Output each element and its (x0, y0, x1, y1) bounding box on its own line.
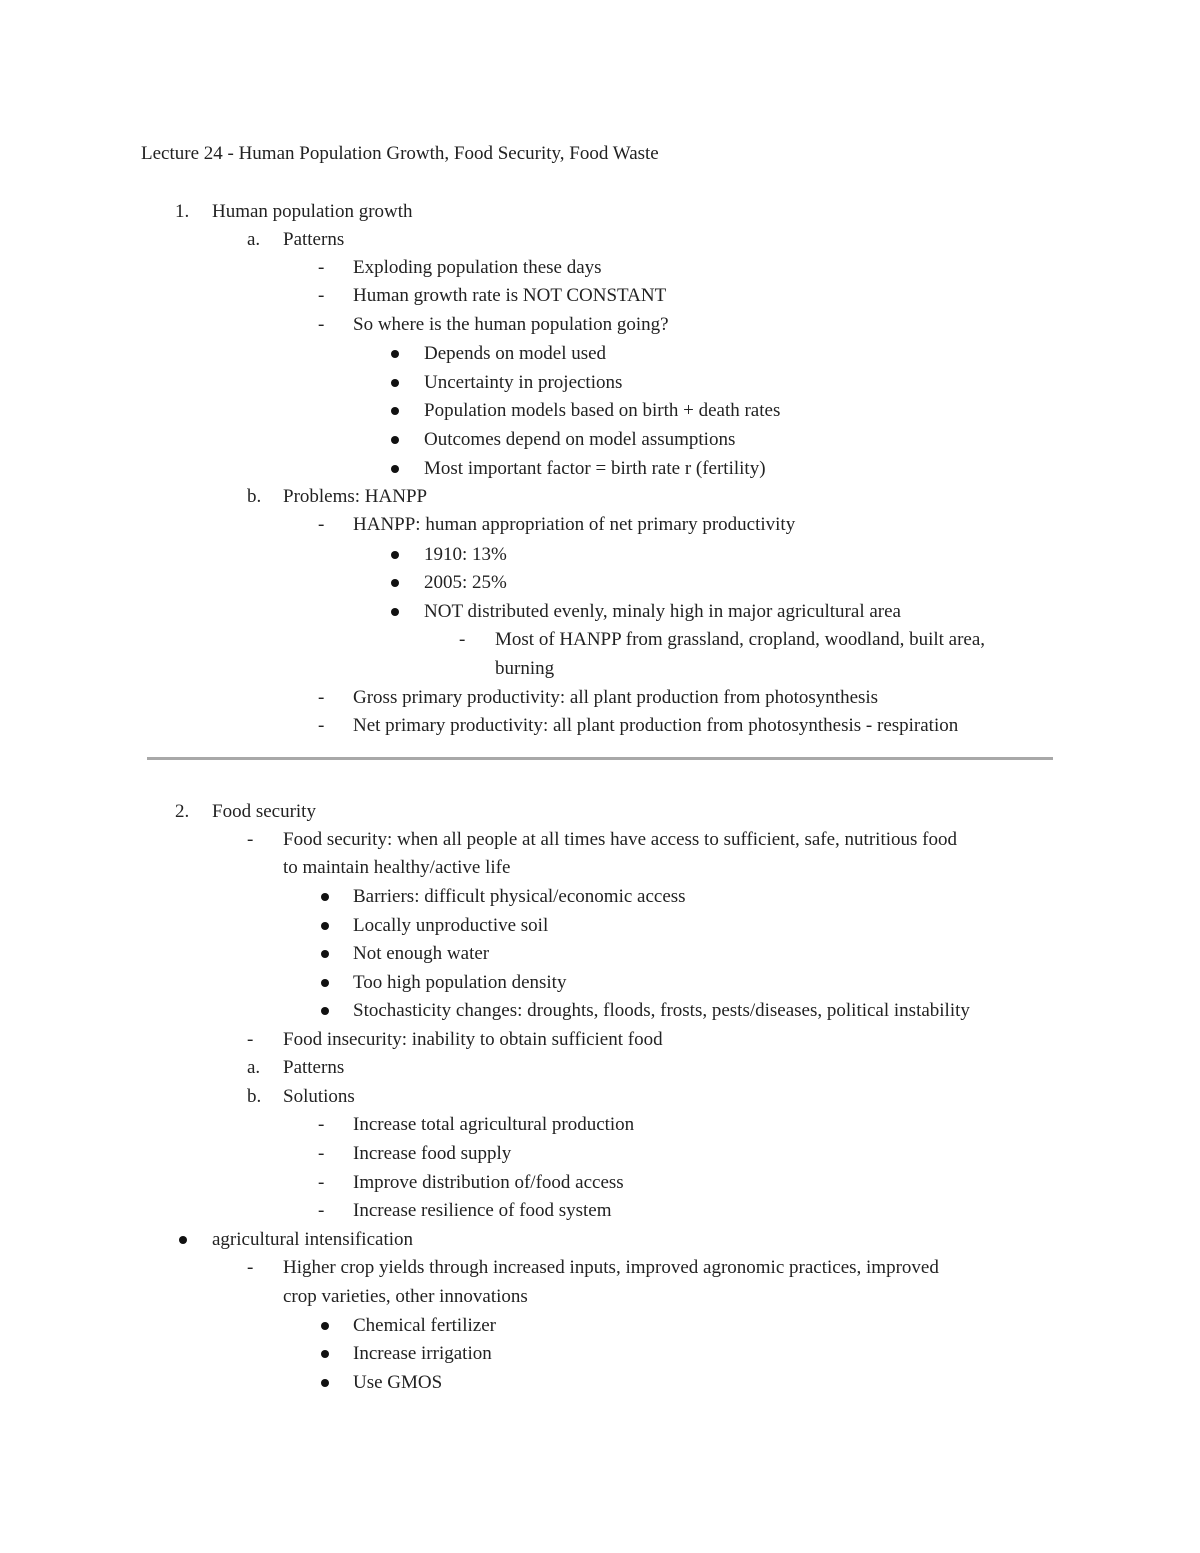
bullet-icon (321, 1350, 329, 1358)
list-item: Stochasticity changes: droughts, floods, frosts, pests/diseases, political instability (353, 1000, 970, 1021)
bullet-icon (321, 979, 329, 987)
bullet-icon (391, 465, 399, 473)
bullet-icon (321, 893, 329, 901)
bullet-icon (391, 436, 399, 444)
dash-marker: - (318, 715, 325, 736)
subsection-solutions: Solutions (283, 1086, 355, 1107)
list-item: Food insecurity: inability to obtain sufficient food (283, 1029, 663, 1050)
list-item: Food security: when all people at all times have access to sufficient, safe, nutritious food (283, 829, 957, 850)
list-item: Human growth rate is NOT CONSTANT (353, 285, 667, 306)
subsection-problems: Problems: HANPP (283, 486, 428, 507)
subsection-patterns: Patterns (283, 1057, 345, 1078)
list-item: Exploding population these days (353, 257, 602, 278)
list-letter-b: b. (247, 486, 262, 507)
dash-marker: - (247, 829, 254, 850)
list-item: HANPP: human appropriation of net primary productivity (353, 514, 796, 535)
dash-marker: - (318, 1143, 325, 1164)
bullet-icon (391, 350, 399, 358)
list-item: Outcomes depend on model assumptions (424, 429, 736, 450)
list-number-1: 1. (175, 201, 190, 222)
dash-marker: - (318, 687, 325, 708)
list-letter-a: a. (247, 1057, 261, 1078)
dash-marker: - (247, 1257, 254, 1278)
list-item: Not enough water (353, 943, 490, 964)
list-item: Population models based on birth + death rates (424, 400, 781, 421)
bullet-icon (391, 379, 399, 387)
list-item: Too high population density (353, 972, 567, 993)
list-item: 1910: 13% (424, 544, 507, 565)
bullet-icon (391, 579, 399, 587)
dash-marker: - (318, 314, 325, 335)
section-heading-intensification: agricultural intensification (212, 1229, 414, 1250)
list-letter-b: b. (247, 1086, 262, 1107)
list-item: Most important factor = birth rate r (fertility) (424, 458, 766, 479)
list-item-continuation: burning (495, 658, 555, 679)
list-item: Increase irrigation (353, 1343, 492, 1364)
list-item-continuation: crop varieties, other innovations (283, 1286, 528, 1307)
bullet-icon (321, 922, 329, 930)
list-letter-a: a. (247, 229, 261, 250)
dash-marker: - (318, 1200, 325, 1221)
dash-marker: - (318, 285, 325, 306)
list-item: Most of HANPP from grassland, cropland, woodland, built area, (495, 629, 986, 650)
bullet-icon (391, 608, 399, 616)
list-item: Increase resilience of food system (353, 1200, 612, 1221)
list-item: Increase food supply (353, 1143, 512, 1164)
list-number-2: 2. (175, 801, 190, 822)
dash-marker: - (459, 629, 466, 650)
bullet-icon (321, 950, 329, 958)
list-item: Gross primary productivity: all plant production from photosynthesis (353, 687, 879, 708)
list-item: Improve distribution of/food access (353, 1172, 624, 1193)
bullet-icon (321, 1322, 329, 1330)
list-item: Increase total agricultural production (353, 1114, 635, 1135)
bullet-icon (179, 1236, 187, 1244)
list-item: Locally unproductive soil (353, 915, 549, 936)
bullet-icon (391, 551, 399, 559)
horizontal-divider (147, 757, 1053, 760)
list-item: Uncertainty in projections (424, 372, 623, 393)
list-item: Higher crop yields through increased inputs, improved agronomic practices, improved (283, 1257, 939, 1278)
list-item: 2005: 25% (424, 572, 507, 593)
section-heading-population: Human population growth (212, 201, 413, 222)
list-item: Depends on model used (424, 343, 607, 364)
dash-marker: - (318, 257, 325, 278)
list-item: Barriers: difficult physical/economic access (353, 886, 686, 907)
subsection-patterns: Patterns (283, 229, 345, 250)
bullet-icon (321, 1007, 329, 1015)
page-title: Lecture 24 - Human Population Growth, Food Security, Food Waste (141, 143, 659, 164)
list-item: Net primary productivity: all plant production from photosynthesis - respiration (353, 715, 959, 736)
list-item-continuation: to maintain healthy/active life (283, 857, 511, 878)
dash-marker: - (318, 1114, 325, 1135)
list-item: NOT distributed evenly, minaly high in major agricultural area (424, 601, 901, 622)
list-item: Use GMOS (353, 1372, 443, 1393)
bullet-icon (321, 1379, 329, 1387)
dash-marker: - (247, 1029, 254, 1050)
list-item: So where is the human population going? (353, 314, 669, 335)
list-item: Chemical fertilizer (353, 1315, 496, 1336)
dash-marker: - (318, 514, 325, 535)
section-heading-food-security: Food security (212, 801, 316, 822)
bullet-icon (391, 407, 399, 415)
dash-marker: - (318, 1172, 325, 1193)
